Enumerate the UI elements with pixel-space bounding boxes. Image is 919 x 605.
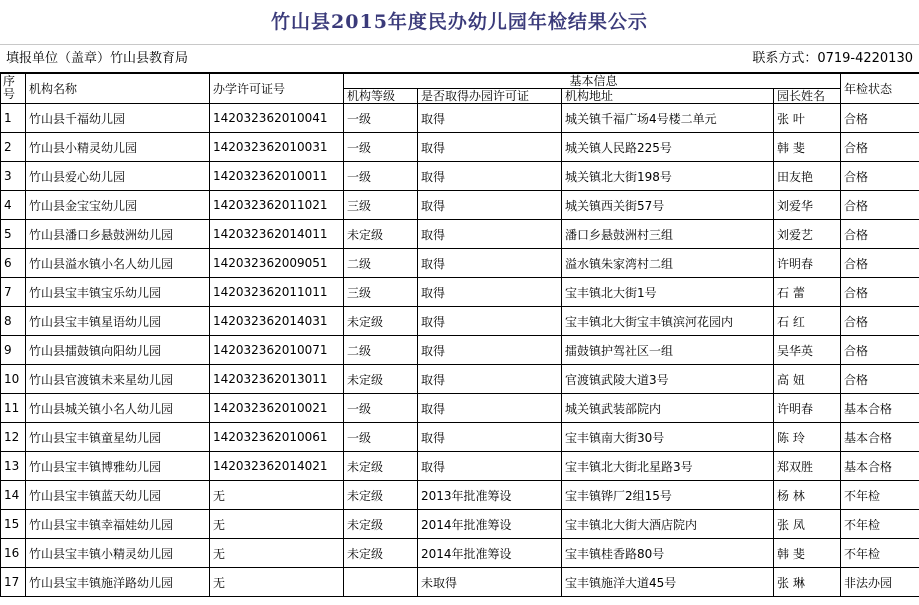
header-basic-info[interactable]: 基本信息	[344, 74, 841, 89]
cell-permit[interactable]: 取得	[418, 191, 562, 220]
cell-permit[interactable]: 取得	[418, 133, 562, 162]
cell-status[interactable]: 合格	[841, 220, 919, 249]
cell-name[interactable]: 竹山县官渡镇未来星幼儿园	[26, 365, 210, 394]
cell-director[interactable]: 高 妞	[774, 365, 841, 394]
cell-director[interactable]: 郑双胜	[774, 452, 841, 481]
cell-license[interactable]: 142032362010031	[210, 133, 344, 162]
cell-permit[interactable]: 取得	[418, 336, 562, 365]
header-name[interactable]: 机构名称	[26, 74, 210, 104]
cell-director[interactable]: 石 红	[774, 307, 841, 336]
cell-name[interactable]: 竹山县宝丰镇蓝天幼儿园	[26, 481, 210, 510]
cell-level[interactable]: 未定级	[344, 365, 418, 394]
cell-status[interactable]: 合格	[841, 365, 919, 394]
cell-address[interactable]: 宝丰镇铧厂2组15号	[562, 481, 774, 510]
cell-status[interactable]: 不年检	[841, 510, 919, 539]
cell-name[interactable]: 竹山县小精灵幼儿园	[26, 133, 210, 162]
cell-status[interactable]: 合格	[841, 336, 919, 365]
header-director[interactable]: 园长姓名	[774, 89, 841, 104]
cell-director[interactable]: 吴华英	[774, 336, 841, 365]
cell-name[interactable]: 竹山县爱心幼儿园	[26, 162, 210, 191]
header-level[interactable]: 机构等级	[344, 89, 418, 104]
cell-director[interactable]: 张 凤	[774, 510, 841, 539]
cell-name[interactable]: 竹山县宝丰镇施洋路幼儿园	[26, 568, 210, 597]
cell-seq[interactable]: 7	[1, 278, 26, 307]
cell-address[interactable]: 官渡镇武陵大道3号	[562, 365, 774, 394]
cell-license[interactable]: 142032362010011	[210, 162, 344, 191]
cell-address[interactable]: 城关镇千福广场4号楼二单元	[562, 104, 774, 133]
cell-status[interactable]: 基本合格	[841, 423, 919, 452]
cell-permit[interactable]: 取得	[418, 365, 562, 394]
cell-address[interactable]: 宝丰镇施洋大道45号	[562, 568, 774, 597]
cell-license[interactable]: 142032362010021	[210, 394, 344, 423]
cell-license[interactable]: 142032362011011	[210, 278, 344, 307]
cell-status[interactable]: 不年检	[841, 539, 919, 568]
cell-permit[interactable]: 未取得	[418, 568, 562, 597]
cell-level[interactable]: 未定级	[344, 452, 418, 481]
cell-permit[interactable]: 2013年批准筹设	[418, 481, 562, 510]
cell-seq[interactable]: 11	[1, 394, 26, 423]
cell-seq[interactable]: 8	[1, 307, 26, 336]
cell-status[interactable]: 合格	[841, 191, 919, 220]
cell-address[interactable]: 宝丰镇北大街宝丰镇滨河花园内	[562, 307, 774, 336]
cell-permit[interactable]: 取得	[418, 220, 562, 249]
cell-license[interactable]: 142032362014011	[210, 220, 344, 249]
cell-address[interactable]: 城关镇人民路225号	[562, 133, 774, 162]
cell-level[interactable]: 三级	[344, 278, 418, 307]
cell-level[interactable]: 未定级	[344, 510, 418, 539]
cell-director[interactable]: 张 叶	[774, 104, 841, 133]
cell-level[interactable]: 二级	[344, 336, 418, 365]
contact-info: 联系方式：0719-4220130	[752, 51, 913, 66]
cell-name[interactable]: 竹山县金宝宝幼儿园	[26, 191, 210, 220]
table-row	[1, 278, 919, 307]
cell-license[interactable]: 142032362013011	[210, 365, 344, 394]
header-seq[interactable]: 序号	[1, 74, 26, 104]
cell-seq[interactable]: 3	[1, 162, 26, 191]
cell-director[interactable]: 许明春	[774, 249, 841, 278]
cell-level[interactable]: 二级	[344, 249, 418, 278]
cell-seq[interactable]: 4	[1, 191, 26, 220]
header-address[interactable]: 机构地址	[562, 89, 774, 104]
cell-permit[interactable]: 取得	[418, 423, 562, 452]
cell-name[interactable]: 竹山县宝丰镇宝乐幼儿园	[26, 278, 210, 307]
cell-permit[interactable]: 取得	[418, 394, 562, 423]
cell-address[interactable]: 溢水镇朱家湾村二组	[562, 249, 774, 278]
table-row	[1, 481, 919, 510]
cell-status[interactable]: 合格	[841, 162, 919, 191]
cell-permit[interactable]: 取得	[418, 249, 562, 278]
cell-level[interactable]: 未定级	[344, 539, 418, 568]
cell-director[interactable]: 陈 玲	[774, 423, 841, 452]
cell-status[interactable]: 合格	[841, 307, 919, 336]
cell-director[interactable]: 韩 斐	[774, 539, 841, 568]
cell-address[interactable]: 擂鼓镇护驾社区一组	[562, 336, 774, 365]
table-row	[1, 423, 919, 452]
cell-director[interactable]: 杨 林	[774, 481, 841, 510]
cell-status[interactable]: 不年检	[841, 481, 919, 510]
cell-seq[interactable]: 5	[1, 220, 26, 249]
table-row	[1, 133, 919, 162]
table-row	[1, 191, 919, 220]
cell-permit[interactable]: 取得	[418, 104, 562, 133]
cell-level[interactable]: 一级	[344, 133, 418, 162]
cell-status[interactable]: 基本合格	[841, 394, 919, 423]
cell-permit[interactable]: 2014年批准筹设	[418, 539, 562, 568]
table-row	[1, 249, 919, 278]
cell-name[interactable]: 竹山县擂鼓镇向阳幼儿园	[26, 336, 210, 365]
table-row	[1, 452, 919, 481]
cell-director[interactable]: 田友艳	[774, 162, 841, 191]
cell-name[interactable]: 竹山县宝丰镇童星幼儿园	[26, 423, 210, 452]
cell-address[interactable]: 宝丰镇北大街北星路3号	[562, 452, 774, 481]
cell-seq[interactable]: 9	[1, 336, 26, 365]
table-row	[1, 568, 919, 597]
cell-name[interactable]: 竹山县宝丰镇星语幼儿园	[26, 307, 210, 336]
cell-seq[interactable]: 15	[1, 510, 26, 539]
page-title: 竹山县2015年度民办幼儿园年检结果公示	[0, 0, 919, 45]
cell-permit[interactable]: 取得	[418, 452, 562, 481]
cell-name[interactable]: 竹山县溢水镇小名人幼儿园	[26, 249, 210, 278]
cell-status[interactable]: 基本合格	[841, 452, 919, 481]
table-row	[1, 104, 919, 133]
cell-license[interactable]: 无	[210, 568, 344, 597]
cell-address[interactable]: 宝丰镇桂香路80号	[562, 539, 774, 568]
header-permit[interactable]: 是否取得办园许可证	[418, 89, 562, 104]
cell-license[interactable]: 142032362009051	[210, 249, 344, 278]
cell-name[interactable]: 竹山县宝丰镇幸福娃幼儿园	[26, 510, 210, 539]
cell-address[interactable]: 城关镇西关街57号	[562, 191, 774, 220]
results-table	[0, 73, 919, 597]
cell-level[interactable]: 未定级	[344, 307, 418, 336]
table-row	[1, 365, 919, 394]
cell-address[interactable]: 城关镇武装部院内	[562, 394, 774, 423]
cell-seq[interactable]: 2	[1, 133, 26, 162]
cell-level[interactable]: 一级	[344, 423, 418, 452]
cell-license[interactable]: 142032362014031	[210, 307, 344, 336]
cell-license[interactable]: 无	[210, 539, 344, 568]
cell-level[interactable]	[344, 568, 418, 597]
cell-address[interactable]: 城关镇北大街198号	[562, 162, 774, 191]
cell-director[interactable]: 韩 斐	[774, 133, 841, 162]
cell-seq[interactable]: 12	[1, 423, 26, 452]
cell-level[interactable]: 一级	[344, 394, 418, 423]
cell-name[interactable]: 竹山县潘口乡悬鼓洲幼儿园	[26, 220, 210, 249]
cell-status[interactable]: 合格	[841, 278, 919, 307]
cell-seq[interactable]: 16	[1, 539, 26, 568]
header-status[interactable]: 年检状态	[841, 74, 919, 104]
cell-name[interactable]: 竹山县宝丰镇小精灵幼儿园	[26, 539, 210, 568]
cell-permit[interactable]: 2014年批准筹设	[418, 510, 562, 539]
cell-name[interactable]: 竹山县千福幼儿园	[26, 104, 210, 133]
cell-name[interactable]: 竹山县宝丰镇博雅幼儿园	[26, 452, 210, 481]
cell-license[interactable]: 无	[210, 481, 344, 510]
cell-seq[interactable]: 13	[1, 452, 26, 481]
cell-license[interactable]: 142032362010061	[210, 423, 344, 452]
cell-level[interactable]: 一级	[344, 162, 418, 191]
cell-address[interactable]: 潘口乡悬鼓洲村三组	[562, 220, 774, 249]
reporting-unit: 填报单位（盖章）竹山县教育局	[6, 51, 189, 66]
cell-address[interactable]: 宝丰镇北大街大酒店院内	[562, 510, 774, 539]
cell-seq[interactable]: 14	[1, 481, 26, 510]
cell-level[interactable]: 一级	[344, 104, 418, 133]
cell-status[interactable]: 合格	[841, 249, 919, 278]
cell-license[interactable]: 142032362010071	[210, 336, 344, 365]
cell-license[interactable]: 142032362010041	[210, 104, 344, 133]
cell-status[interactable]: 非法办园	[841, 568, 919, 597]
cell-level[interactable]: 未定级	[344, 481, 418, 510]
table-row	[1, 162, 919, 191]
cell-permit[interactable]: 取得	[418, 307, 562, 336]
cell-status[interactable]: 合格	[841, 104, 919, 133]
header-license[interactable]: 办学许可证号	[210, 74, 344, 104]
table-row	[1, 336, 919, 365]
cell-seq[interactable]: 6	[1, 249, 26, 278]
cell-seq[interactable]: 17	[1, 568, 26, 597]
table-row	[1, 307, 919, 336]
info-bar	[0, 45, 919, 73]
cell-permit[interactable]: 取得	[418, 278, 562, 307]
cell-seq[interactable]: 1	[1, 104, 26, 133]
cell-license[interactable]: 142032362014021	[210, 452, 344, 481]
cell-address[interactable]: 宝丰镇北大街1号	[562, 278, 774, 307]
table-row	[1, 539, 919, 568]
cell-license[interactable]: 无	[210, 510, 344, 539]
cell-director[interactable]: 刘爱艺	[774, 220, 841, 249]
table-row	[1, 394, 919, 423]
cell-director[interactable]: 石 蕾	[774, 278, 841, 307]
cell-director[interactable]: 张 琳	[774, 568, 841, 597]
cell-name[interactable]: 竹山县城关镇小名人幼儿园	[26, 394, 210, 423]
cell-director[interactable]: 许明春	[774, 394, 841, 423]
cell-address[interactable]: 宝丰镇南大街30号	[562, 423, 774, 452]
table-row	[1, 220, 919, 249]
cell-level[interactable]: 未定级	[344, 220, 418, 249]
cell-level[interactable]: 三级	[344, 191, 418, 220]
cell-director[interactable]: 刘爱华	[774, 191, 841, 220]
cell-seq[interactable]: 10	[1, 365, 26, 394]
table-row	[1, 510, 919, 539]
cell-permit[interactable]: 取得	[418, 162, 562, 191]
cell-license[interactable]: 142032362011021	[210, 191, 344, 220]
cell-status[interactable]: 合格	[841, 133, 919, 162]
